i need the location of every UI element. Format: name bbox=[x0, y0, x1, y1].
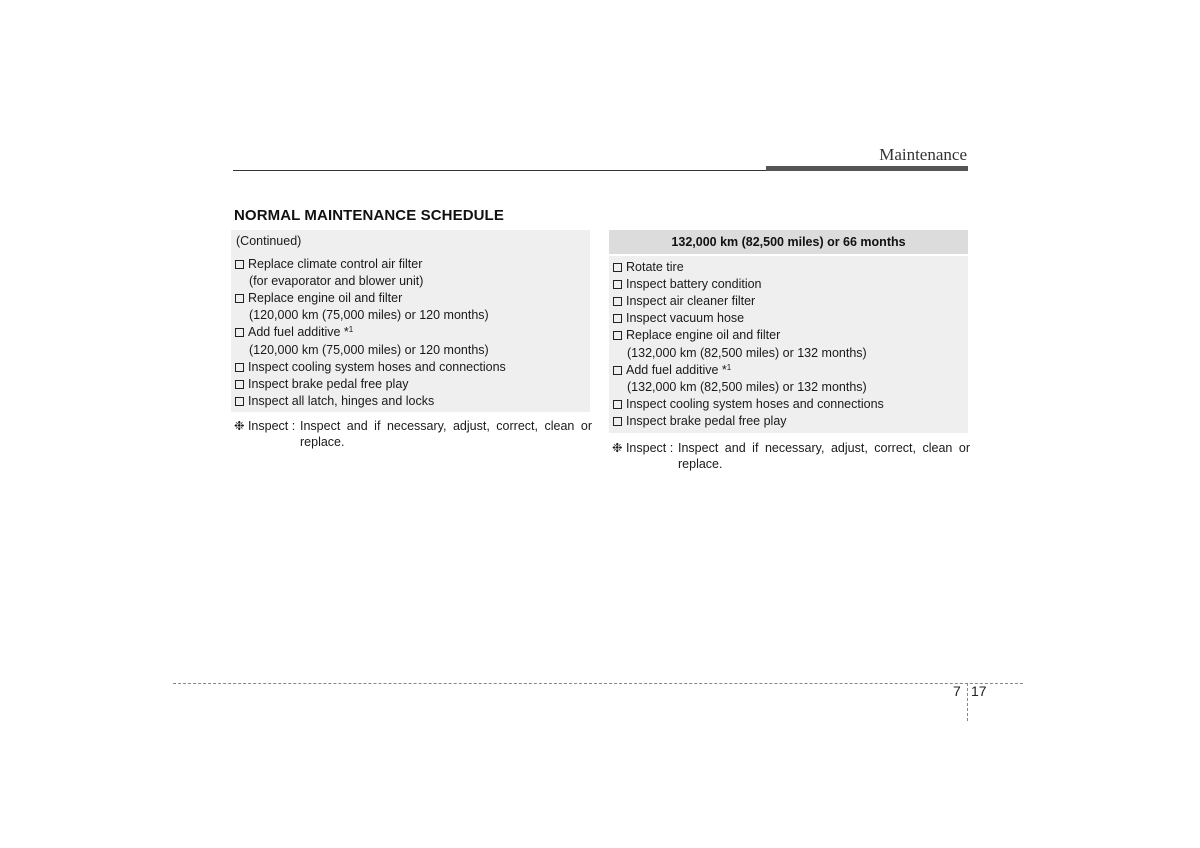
checklist-item-text: Add fuel additive * bbox=[248, 325, 349, 340]
checklist-item bbox=[613, 414, 787, 428]
checklist-item-detail bbox=[249, 274, 423, 288]
checklist-item-text: (120,000 km (75,000 miles) or 120 months) bbox=[249, 342, 489, 357]
page-number: 17 bbox=[971, 683, 987, 699]
checklist-item-text: Replace climate control air filter bbox=[248, 257, 423, 271]
footnote-marker: 1 bbox=[726, 362, 732, 372]
checklist-item bbox=[235, 394, 434, 408]
checkbox-icon bbox=[613, 280, 622, 289]
checkbox-icon bbox=[235, 294, 244, 303]
checklist-item-text: Rotate tire bbox=[626, 260, 684, 274]
right-schedule-heading: 132,000 km (82,500 miles) or 66 months bbox=[609, 230, 968, 254]
checkbox-icon bbox=[613, 314, 622, 323]
checklist-item-text: Replace engine oil and filter bbox=[248, 291, 403, 306]
checklist-item bbox=[613, 363, 731, 377]
checkbox-icon bbox=[613, 417, 622, 426]
header-rule bbox=[233, 170, 767, 171]
inspect-note-label: ❉ Inspect : bbox=[234, 419, 296, 433]
checklist-item-text: Inspect battery condition bbox=[626, 277, 762, 292]
checklist-item-detail bbox=[249, 308, 489, 322]
checkbox-icon bbox=[235, 260, 244, 269]
checklist-item-text: Add fuel additive * bbox=[626, 362, 727, 377]
checklist-item bbox=[613, 277, 762, 291]
chapter-number: 7 bbox=[953, 683, 961, 699]
checklist-item-text: Inspect brake pedal free play bbox=[248, 376, 409, 391]
checklist-item-text: Inspect vacuum hose bbox=[626, 311, 745, 326]
checkbox-icon bbox=[235, 328, 244, 337]
left-inspect-note bbox=[234, 418, 592, 450]
checkbox-icon bbox=[613, 400, 622, 409]
checklist-item-detail bbox=[627, 380, 867, 394]
checklist-item-text: Replace engine oil and filter bbox=[626, 328, 781, 343]
checkbox-icon bbox=[235, 380, 244, 389]
inspect-note-text: Inspect and if necessary, adjust, correct, clean or replace. bbox=[300, 419, 592, 449]
checklist-item-detail bbox=[627, 346, 867, 360]
checklist-item-text: (for evaporator and blower unit) bbox=[249, 274, 424, 289]
footer-rule bbox=[173, 683, 1023, 684]
checkbox-icon bbox=[613, 366, 622, 375]
footnote-marker: 1 bbox=[348, 325, 354, 335]
checklist-item bbox=[613, 311, 744, 325]
checklist-item bbox=[613, 294, 755, 308]
inspect-note-text: Inspect and if necessary, adjust, correct, clean or replace. bbox=[678, 441, 970, 471]
right-inspect-note bbox=[612, 440, 970, 472]
page-header-title: Maintenance bbox=[879, 145, 967, 164]
checklist-item bbox=[235, 360, 506, 374]
checklist-item bbox=[613, 260, 684, 274]
checklist-item bbox=[613, 397, 884, 411]
checkbox-icon bbox=[613, 331, 622, 340]
checklist-item-text: Inspect brake pedal free play bbox=[626, 413, 787, 428]
checklist-item-text: Inspect cooling system hoses and connections bbox=[626, 396, 884, 411]
checklist-item bbox=[235, 377, 409, 391]
checkbox-icon bbox=[613, 263, 622, 272]
checklist-item-text: (120,000 km (75,000 miles) or 120 months) bbox=[249, 308, 489, 323]
checklist-item bbox=[613, 328, 780, 342]
inspect-note-label: ❉ Inspect : bbox=[612, 441, 674, 455]
checklist-item bbox=[235, 257, 422, 271]
checkbox-icon bbox=[613, 297, 622, 306]
checklist-item-text: (132,000 km (82,500 miles) or 132 months) bbox=[627, 379, 867, 394]
continued-label: (Continued) bbox=[236, 234, 302, 248]
checkbox-icon bbox=[235, 363, 244, 372]
checklist-item-detail bbox=[249, 343, 489, 357]
checklist-item-text: Inspect all latch, hinges and locks bbox=[248, 393, 435, 408]
page-number-divider bbox=[967, 683, 968, 721]
checklist-item-text: Inspect cooling system hoses and connections bbox=[248, 359, 506, 374]
checklist-item-text: (132,000 km (82,500 miles) or 132 months) bbox=[627, 345, 867, 360]
header-bar bbox=[766, 166, 968, 171]
checklist-item bbox=[235, 325, 353, 339]
section-title: NORMAL MAINTENANCE SCHEDULE bbox=[234, 207, 504, 224]
checklist-item-text: Inspect air cleaner filter bbox=[626, 294, 756, 309]
checklist-item bbox=[235, 291, 402, 305]
checkbox-icon bbox=[235, 397, 244, 406]
